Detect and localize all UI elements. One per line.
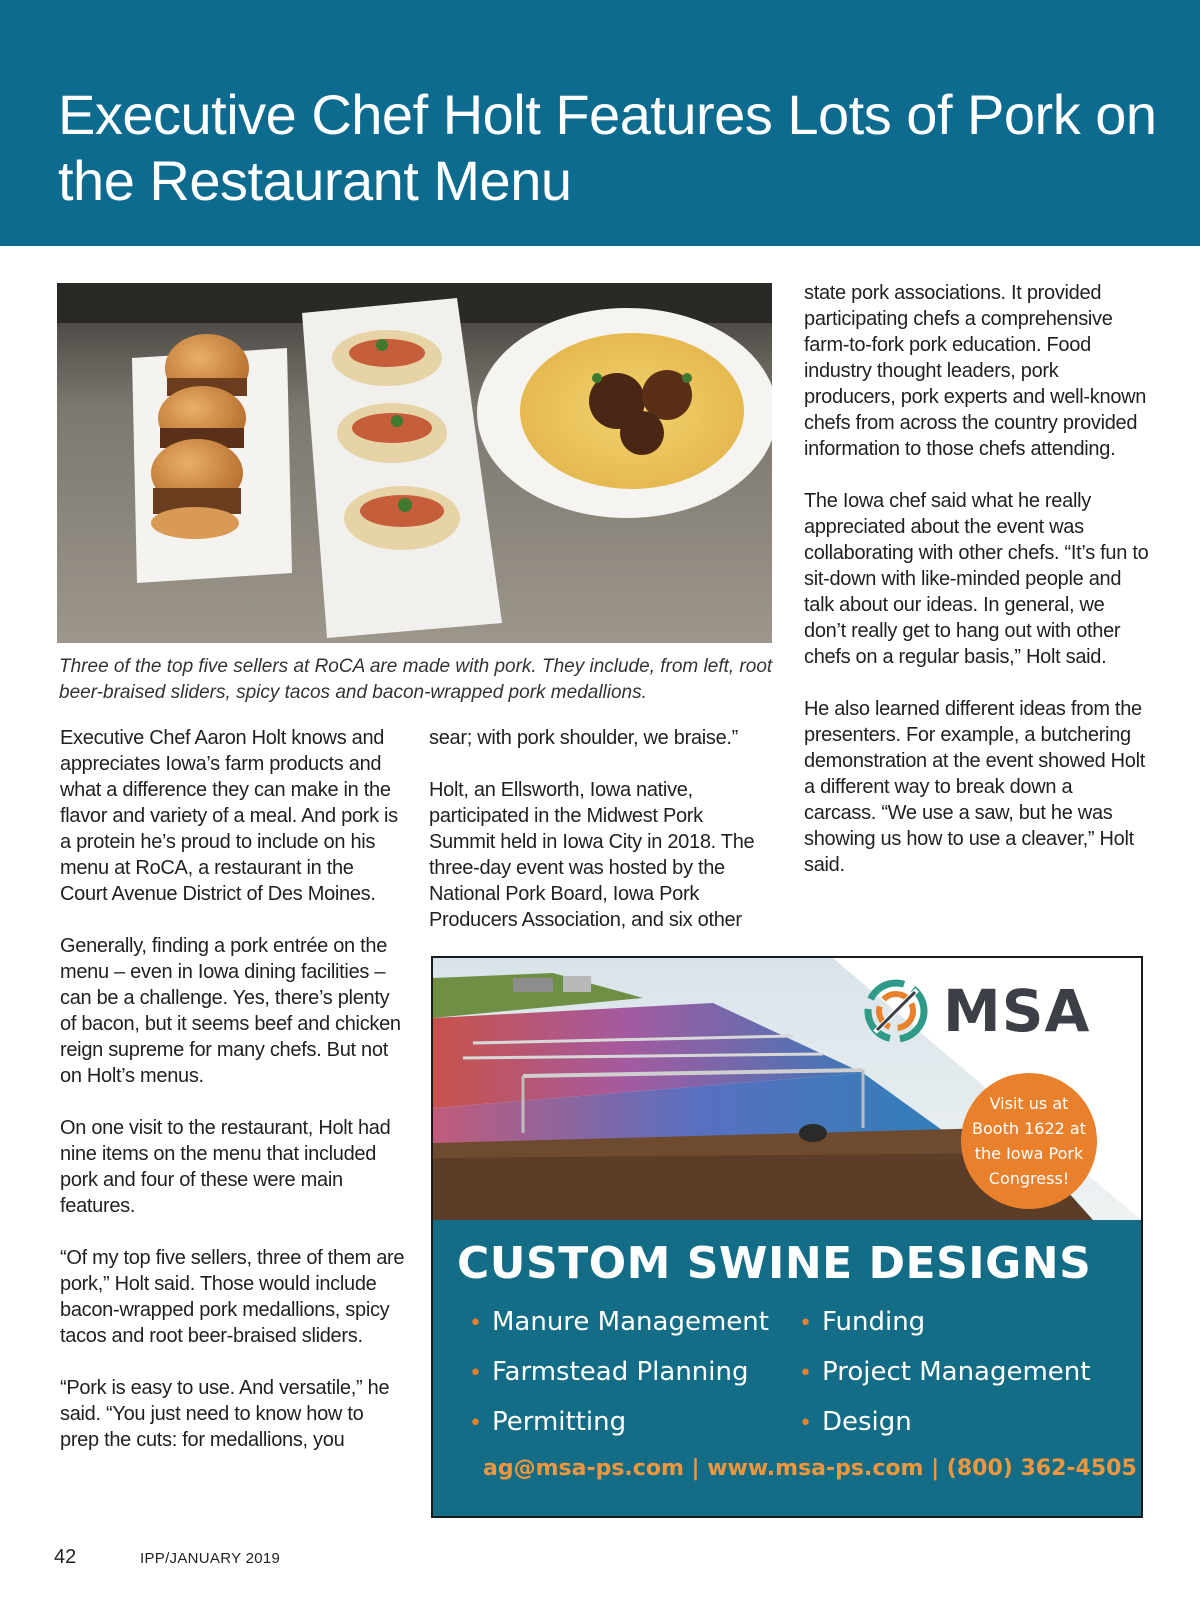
service-list xyxy=(469,1308,1129,1438)
article-column-3 xyxy=(804,280,1149,904)
ad-contact-line[interactable]: ag@msa-ps.com | www.msa-ps.com | (800) 362-4505 xyxy=(483,1456,1137,1481)
ad-headline: CUSTOM SWINE DESIGNS xyxy=(457,1238,1092,1289)
paragraph: Holt, an Ellsworth, Iowa native, participated in the Midwest Pork Summit held in Iowa City in 2018. The three-day event was hosted by the National Pork Board, Iowa Pork Producers Association, and six other xyxy=(429,779,755,931)
service-item: • Design xyxy=(799,1407,912,1437)
article-column-1 xyxy=(60,725,405,1479)
service-item: • Funding xyxy=(799,1307,926,1337)
publication-issue: IPP/JANUARY 2019 xyxy=(140,1550,281,1567)
paragraph: sear; with pork shoulder, we braise.” xyxy=(429,727,739,749)
service-item: • Farmstead Planning xyxy=(469,1357,749,1387)
paragraph: “Pork is easy to use. And versatile,” he said. “You just need to know how to prep the cuts: for medallions, you xyxy=(60,1377,390,1451)
bullet-icon: • xyxy=(799,1311,812,1336)
bullet-icon: • xyxy=(469,1361,482,1386)
title-banner xyxy=(0,0,1200,246)
article-column-2 xyxy=(429,725,769,959)
food-photo xyxy=(57,283,772,643)
bullet-icon: • xyxy=(799,1411,812,1436)
booth-badge-text: Visit us at Booth 1622 at the Iowa Pork Congress! xyxy=(972,1094,1086,1188)
photo-caption: Three of the top five sellers at RoCA are made with pork. They include, from left, root beer-braised sliders, spicy tacos and bacon-wrapped pork medallions. xyxy=(59,656,773,703)
booth-badge xyxy=(961,1073,1097,1209)
paragraph: On one visit to the restaurant, Holt had nine items on the menu that included pork and four of these were main features. xyxy=(60,1117,391,1217)
paragraph: “Of my top five sellers, three of them are pork,” Holt said. Those would include bacon-wrapped pork medallions, spicy tacos and root beer-braised sliders. xyxy=(60,1247,405,1347)
service-item: • Manure Management xyxy=(469,1307,769,1337)
msa-logo xyxy=(863,976,1090,1046)
msa-logo-text: MSA xyxy=(943,977,1091,1045)
bullet-icon: • xyxy=(799,1361,812,1386)
msa-logo-icon xyxy=(863,978,929,1044)
bullet-icon: • xyxy=(469,1311,482,1336)
paragraph: The Iowa chef said what he really appreciated about the event was collaborating with other chefs. “It’s fun to sit-down with like-minded people and talk about our ideas. In general, we don’t really get to hang out with other chefs on a regular basis,” Holt said. xyxy=(804,490,1149,668)
paragraph: He also learned different ideas from the presenters. For example, a butchering demonstration at the event showed Holt a different way to break down a carcass. “We use a saw, but he was showing us how to use a cleaver,” Holt said. xyxy=(804,698,1146,876)
service-item: • Project Management xyxy=(799,1357,1091,1387)
article-title: Executive Chef Holt Features Lots of Pork on the Restaurant Menu xyxy=(58,83,1157,212)
service-item: • Permitting xyxy=(469,1407,627,1437)
msa-advertisement[interactable] xyxy=(431,956,1143,1518)
bullet-icon: • xyxy=(469,1411,482,1436)
page-number: 42 xyxy=(54,1546,77,1568)
paragraph: Generally, finding a pork entrée on the menu – even in Iowa dining facilities – can be a challenge. Yes, there’s plenty of bacon, but it seems beef and chicken reign supreme for many chefs. But not on Holt’s menus. xyxy=(60,935,401,1087)
paragraph: state pork associations. It provided participating chefs a comprehensive farm-to-fork pork education. Food industry thought leaders, pork producers, pork experts and well-known chefs from across the country provided information to those chefs attending. xyxy=(804,282,1147,460)
paragraph: Executive Chef Aaron Holt knows and appreciates Iowa’s farm products and what a difference they can make in the flavor and variety of a meal. And pork is a protein he’s proud to include on his menu at RoCA, a restaurant in the Court Avenue District of Des Moines. xyxy=(60,727,398,905)
